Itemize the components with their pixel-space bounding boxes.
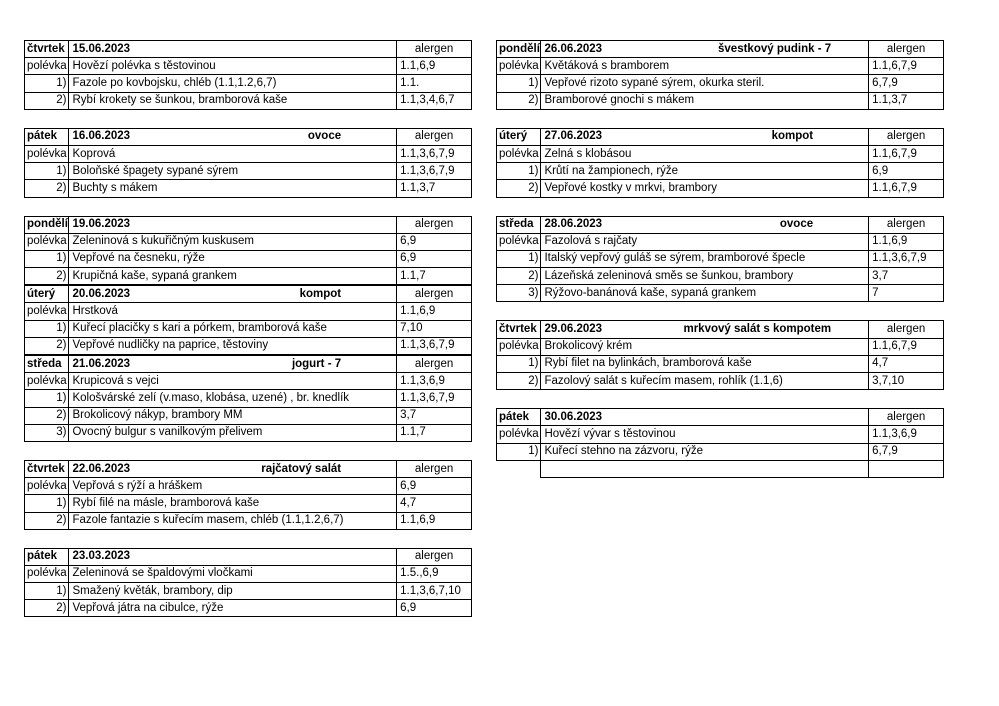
meal-name: Vepřová játra na cibulce, rýže (69, 600, 397, 617)
day-header-row (497, 128, 944, 145)
meal-number: 2) (497, 373, 541, 390)
meal-row (25, 600, 472, 617)
date-cell (69, 128, 397, 145)
meal-allergens: 1.1,6,9 (397, 512, 472, 529)
day-name: středa (497, 216, 541, 233)
meal-name: Vepřové na česneku, rýže (69, 250, 397, 267)
soup-allergens: 1.1,3,6,7,9 (397, 145, 472, 162)
day-name: čtvrtek (25, 460, 69, 477)
soup-allergens: 1.5.,6,9 (397, 565, 472, 582)
date: 30.06.2023 (544, 410, 603, 423)
soup-name: Koprová (69, 145, 397, 162)
meal-row (497, 443, 944, 460)
date-cell (69, 41, 397, 58)
allergen-header: alergen (397, 216, 472, 233)
meal-allergens: 1.1,3,6,7,9 (397, 390, 472, 407)
date: 21.06.2023 (72, 357, 131, 370)
day-name: úterý (497, 128, 541, 145)
meal-allergens: 1.1,7 (397, 424, 472, 441)
meal-number: 2) (25, 180, 69, 197)
meal-name (541, 460, 869, 477)
meal-row (25, 320, 472, 337)
soup-label: polévka (497, 145, 541, 162)
soup-row (25, 145, 472, 162)
meal-name: Fazole fantazie s kuřecím masem, chléb (1.1,1.2,6,7) (69, 512, 397, 529)
meal-number: 1) (497, 443, 541, 460)
meal-row (25, 512, 472, 529)
allergen-header: alergen (397, 128, 472, 145)
meal-allergens: 1.1. (397, 75, 472, 92)
soup-name: Hovězí vývar s těstovinou (541, 426, 869, 443)
day-name: pondělí (25, 216, 69, 233)
day-header-row (497, 41, 944, 58)
soup-label: polévka (497, 338, 541, 355)
meal-number: 1) (497, 75, 541, 92)
meal-name: Fazole po kovbojsku, chléb (1.1,1.2,6,7) (69, 75, 397, 92)
day-header-row (25, 128, 472, 145)
special-item: mrkvový salát s kompotem (683, 323, 832, 336)
date: 15.06.2023 (72, 42, 131, 55)
allergen-header: alergen (397, 548, 472, 565)
meal-row (25, 495, 472, 512)
meal-name: Ovocný bulgur s vanilkovým přelivem (69, 424, 397, 441)
date: 26.06.2023 (544, 42, 603, 55)
soup-label: polévka (25, 565, 69, 582)
day-header-row (25, 460, 472, 477)
allergen-header: alergen (869, 321, 944, 338)
soup-label: polévka (25, 373, 69, 390)
meal-number: 2) (25, 512, 69, 529)
soup-name: Vepřová s rýží a hráškem (69, 478, 397, 495)
meal-row (25, 75, 472, 92)
date-cell (69, 548, 397, 565)
menu-day-block (496, 320, 944, 390)
meal-allergens: 4,7 (397, 495, 472, 512)
soup-name: Hovězí polévka s těstovinou (69, 58, 397, 75)
date: 20.06.2023 (72, 287, 131, 300)
soup-row (25, 233, 472, 250)
meal-number: 2) (497, 268, 541, 285)
meal-row (25, 180, 472, 197)
meal-name: Rybí krokety se šunkou, bramborová kaše (69, 92, 397, 109)
meal-row (497, 75, 944, 92)
meal-number (497, 460, 541, 477)
soup-row (25, 58, 472, 75)
meal-name: Vepřové kostky v mrkvi, brambory (541, 180, 869, 197)
meal-name: Krůtí na žampionech, rýže (541, 163, 869, 180)
meal-number: 2) (25, 268, 69, 285)
meal-row (25, 390, 472, 407)
meal-name: Brokolicový nákyp, brambory MM (69, 407, 397, 424)
day-header-row (25, 41, 472, 58)
date: 22.06.2023 (72, 462, 131, 475)
date-cell (541, 41, 869, 58)
meal-name: Fazolový salát s kuřecím masem, rohlík (1.1,6) (541, 373, 869, 390)
menu-day-table (24, 285, 472, 355)
date: 16.06.2023 (72, 130, 131, 143)
menu-day-table (24, 460, 472, 530)
meal-row (25, 92, 472, 109)
meal-name: Italský vepřový guláš se sýrem, bramborové špecle (541, 250, 869, 267)
soup-label: polévka (25, 303, 69, 320)
allergen-header: alergen (397, 356, 472, 373)
meal-name: Lázeňská zeleninová směs se šunkou, brambory (541, 268, 869, 285)
meal-name: Rybí filet na bylinkách, bramborová kaše (541, 355, 869, 372)
special-item: ovoce (779, 218, 814, 231)
soup-allergens: 1.1,3,6,9 (869, 426, 944, 443)
meal-number: 2) (25, 407, 69, 424)
meal-row (25, 163, 472, 180)
date-cell (541, 128, 869, 145)
date-cell (69, 216, 397, 233)
meal-number: 1) (497, 355, 541, 372)
meal-row (497, 373, 944, 390)
meal-number: 2) (25, 92, 69, 109)
day-header-row (25, 356, 472, 373)
date-cell (541, 216, 869, 233)
meal-name: Kuřecí placičky s kari a pórkem, bramborová kaše (69, 320, 397, 337)
soup-name: Zelná s klobásou (541, 145, 869, 162)
meal-number: 2) (497, 92, 541, 109)
special-item: rajčatový salát (261, 462, 342, 475)
meal-name: Krupičná kaše, sypaná grankem (69, 268, 397, 285)
meal-number: 3) (497, 285, 541, 302)
special-item: kompot (771, 130, 814, 143)
meal-row (497, 163, 944, 180)
day-header-row (497, 216, 944, 233)
soup-label: polévka (497, 426, 541, 443)
special-item: ovoce (307, 130, 342, 143)
meal-allergens: 1.1,3,4,6,7 (397, 92, 472, 109)
allergen-header: alergen (397, 41, 472, 58)
meal-name: Vepřové nudličky na paprice, těstoviny (69, 337, 397, 354)
meal-number: 3) (25, 424, 69, 441)
allergen-header: alergen (869, 128, 944, 145)
menu-day-table (24, 216, 472, 286)
meal-name: Buchty s mákem (69, 180, 397, 197)
menu-day-table (496, 216, 944, 303)
meal-allergens: 6,9 (397, 600, 472, 617)
date: 19.06.2023 (72, 218, 131, 231)
meal-allergens: 6,7,9 (869, 75, 944, 92)
menu-day-block (24, 355, 472, 442)
soup-row (25, 303, 472, 320)
meal-number: 1) (497, 163, 541, 180)
soup-name: Květáková s bramborem (541, 58, 869, 75)
date: 29.06.2023 (544, 323, 603, 336)
meal-number: 1) (25, 250, 69, 267)
meal-allergens: 1.1,3,6,7,9 (397, 337, 472, 354)
meal-allergens: 1.1,7 (397, 268, 472, 285)
date: 27.06.2023 (544, 130, 603, 143)
date: 23.03.2023 (72, 550, 131, 563)
soup-row (497, 426, 944, 443)
day-name: pátek (497, 409, 541, 426)
menu-day-table (496, 40, 944, 110)
menu-day-block (24, 460, 472, 530)
meal-row (497, 92, 944, 109)
allergen-header: alergen (397, 286, 472, 303)
soup-allergens: 1.1,6,7,9 (869, 145, 944, 162)
day-header-row (497, 409, 944, 426)
soup-allergens: 1.1,3,6,9 (397, 373, 472, 390)
meal-row (25, 250, 472, 267)
meal-allergens: 1.1,3,6,7,9 (869, 250, 944, 267)
meal-name: Kološvárské zelí (v.maso, klobása, uzené) , br. knedlík (69, 390, 397, 407)
meal-allergens: 3,7 (869, 268, 944, 285)
menu-day-block (496, 40, 944, 110)
meal-allergens: 1.1,3,6,7,9 (397, 163, 472, 180)
right-menu-column (496, 40, 944, 478)
meal-name: Rýžovo-banánová kaše, sypaná grankem (541, 285, 869, 302)
meal-allergens: 6,9 (397, 250, 472, 267)
soup-row (497, 145, 944, 162)
soup-allergens: 1.1,6,9 (869, 233, 944, 250)
date-cell (69, 460, 397, 477)
menu-day-table (496, 408, 944, 478)
menu-day-block (24, 40, 472, 110)
menu-day-block (24, 216, 472, 286)
meal-number: 2) (25, 337, 69, 354)
meal-allergens: 3,7 (397, 407, 472, 424)
soup-label: polévka (497, 58, 541, 75)
special-item: jogurt - 7 (291, 357, 342, 370)
meal-row (497, 250, 944, 267)
meal-name: Kuřecí stehno na zázvoru, rýže (541, 443, 869, 460)
day-name: úterý (25, 286, 69, 303)
soup-allergens: 6,9 (397, 478, 472, 495)
soup-allergens: 1.1,6,7,9 (869, 58, 944, 75)
soup-row (497, 338, 944, 355)
meal-allergens: 7 (869, 285, 944, 302)
meal-row (25, 424, 472, 441)
meal-number: 1) (25, 390, 69, 407)
menu-day-table (496, 128, 944, 198)
soup-row (25, 565, 472, 582)
menu-day-table (24, 548, 472, 618)
soup-row (25, 478, 472, 495)
menu-day-table (24, 128, 472, 198)
day-header-row (25, 548, 472, 565)
day-name: pátek (25, 128, 69, 145)
meal-row (497, 460, 944, 477)
date: 28.06.2023 (544, 218, 603, 231)
meal-name: Vepřové rizoto sypané sýrem, okurka steril. (541, 75, 869, 92)
day-name: pondělí (497, 41, 541, 58)
soup-allergens: 1.1,6,9 (397, 303, 472, 320)
allergen-header: alergen (397, 460, 472, 477)
meal-row (25, 583, 472, 600)
menu-day-block (24, 285, 472, 355)
meal-row (497, 180, 944, 197)
meal-allergens: 6,9 (869, 163, 944, 180)
meal-allergens (869, 460, 944, 477)
soup-name: Fazolová s rajčaty (541, 233, 869, 250)
meal-row (497, 268, 944, 285)
menu-day-block (24, 548, 472, 618)
day-name: středa (25, 356, 69, 373)
soup-name: Krupicová s vejci (69, 373, 397, 390)
meal-allergens: 6,7,9 (869, 443, 944, 460)
day-header-row (25, 216, 472, 233)
meal-row (25, 407, 472, 424)
meal-allergens: 4,7 (869, 355, 944, 372)
soup-name: Hrstková (69, 303, 397, 320)
meal-number: 1) (25, 163, 69, 180)
menu-day-block (24, 128, 472, 198)
date-cell (69, 286, 397, 303)
meal-name: Rybí filé na másle, bramborová kaše (69, 495, 397, 512)
meal-allergens: 1.1,3,7 (397, 180, 472, 197)
meal-number: 2) (497, 180, 541, 197)
meal-row (497, 285, 944, 302)
day-header-row (25, 286, 472, 303)
date-cell (541, 409, 869, 426)
soup-name: Zeleninová se špaldovými vločkami (69, 565, 397, 582)
soup-label: polévka (25, 478, 69, 495)
allergen-header: alergen (869, 41, 944, 58)
meal-allergens: 1.1,6,7,9 (869, 180, 944, 197)
meal-number: 1) (25, 320, 69, 337)
meal-number: 1) (25, 583, 69, 600)
soup-label: polévka (25, 58, 69, 75)
menu-day-table (24, 355, 472, 442)
meal-row (25, 268, 472, 285)
menu-day-block (496, 128, 944, 198)
soup-allergens: 1.1,6,9 (397, 58, 472, 75)
allergen-header: alergen (869, 409, 944, 426)
day-name: pátek (25, 548, 69, 565)
meal-name: Boloňské špagety sypané sýrem (69, 163, 397, 180)
menu-day-table (496, 320, 944, 390)
soup-name: Zeleninová s kukuřičným kuskusem (69, 233, 397, 250)
date-cell (541, 321, 869, 338)
meal-allergens: 1.1,3,7 (869, 92, 944, 109)
allergen-header: alergen (869, 216, 944, 233)
soup-row (497, 58, 944, 75)
meal-row (25, 337, 472, 354)
soup-label: polévka (497, 233, 541, 250)
meal-name: Bramborové gnochi s mákem (541, 92, 869, 109)
special-item: švestkový pudink - 7 (718, 42, 832, 55)
meal-allergens: 7,10 (397, 320, 472, 337)
special-item: kompot (299, 287, 342, 300)
meal-number: 1) (25, 75, 69, 92)
soup-row (25, 373, 472, 390)
meal-number: 2) (25, 600, 69, 617)
soup-label: polévka (25, 145, 69, 162)
menu-day-block (496, 408, 944, 478)
soup-row (497, 233, 944, 250)
day-header-row (497, 321, 944, 338)
meal-row (497, 355, 944, 372)
soup-allergens: 6,9 (397, 233, 472, 250)
day-name: čtvrtek (497, 321, 541, 338)
soup-allergens: 1.1,6,7,9 (869, 338, 944, 355)
meal-number: 1) (25, 495, 69, 512)
meal-allergens: 1.1,3,6,7,10 (397, 583, 472, 600)
meal-name: Smažený květák, brambory, dip (69, 583, 397, 600)
meal-number: 1) (497, 250, 541, 267)
menu-day-block (496, 216, 944, 303)
soup-label: polévka (25, 233, 69, 250)
day-name: čtvrtek (25, 41, 69, 58)
soup-name: Brokolicový krém (541, 338, 869, 355)
left-menu-column (24, 40, 472, 617)
date-cell (69, 356, 397, 373)
meal-allergens: 3,7,10 (869, 373, 944, 390)
menu-day-table (24, 40, 472, 110)
